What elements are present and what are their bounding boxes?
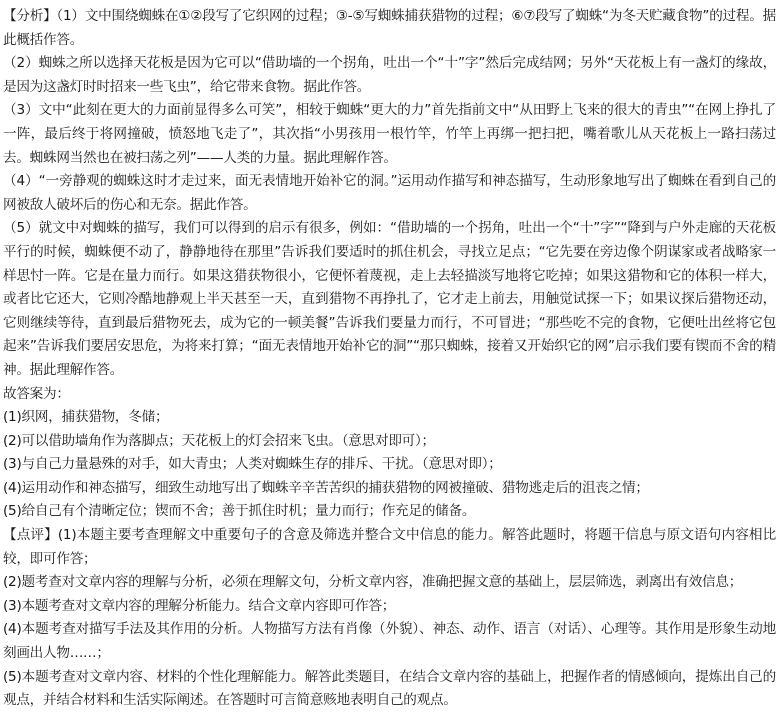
answer-4: (4)运用动作和神态描写，细致生动地写出了蜘蛛辛辛苦苦织的捕获猎物的网被撞破、猎物逃走后的沮丧之情； — [3, 479, 649, 496]
comments-section — [3, 524, 776, 713]
comment-3: (3)本题考查对文章内容的理解分析能力。结合文章内容即可作答； — [3, 597, 396, 614]
analysis-paragraph-4: （4）“一旁静观的蜘蛛这时才走过来，面无表情地开始补它的洞。”运用动作描写和神态描写，生动形象地写出了蜘蛛在看到自己的网被敌人破坏后的伤心和无奈。据此作答。 — [3, 173, 776, 213]
answer-3: (3)与自己力量悬殊的对手，如大青虫；人类对蜘蛛生存的排斥、干扰。（意思对即）； — [3, 456, 502, 473]
answers-header: 故答案为： — [3, 385, 70, 402]
answer-5: (5)给自己有个清晰定位；锲而不舍；善于抓住时机；量力而行；作充足的储备。 — [3, 503, 476, 520]
analysis-section — [3, 5, 776, 383]
analysis-paragraph-5: （5）就文中对蜘蛛的描写，我们可以得到的启示有很多，例如：“借助墙的一个拐角，吐出一个“十”字”“降到与户外走廊的天花板平行的时候，蜘蛛便不动了，静静地待在那里”告诉我们要适时的抓住机会，寻找立足点；“它先要在旁边像个阴谋家或者战略家一样思忖一阵。它是在量力而行。如果这猎获物很小，它便怀着蔑视，走上去轻描淡写地将它吃掉；如果这猎物和它的体积一样大，或者比它还大，它则冷酷地静观上半天甚至一天，直到猎物不再挣扎了，它才走上前去，用触觉试探一下；如果议探后猎物还动，它则继续等待，直到最后猎物死去，成为它的一顿美餐”告诉我们要量力而行，不可冒进；“那些吃不完的食物，它便吐出丝将它包起来”告诉我们要居安思危，为将来打算；“面无表情地开始补它的洞”“那只蜘蛛，接着又开始织它的网”启示我们要有锲而不舍的精神。据此理解作答。 — [3, 220, 776, 378]
answers-section — [3, 383, 776, 525]
analysis-paragraph-3: （3）文中“此刻在更大的力面前显得多么可笑”，相较于蜘蛛“更大的力”首先指前文中“从田野上飞来的很大的青虫”“在网上挣扎了一阵，最后终于将网撞破，愤怒地飞走了”，其次指“小男孩用一根竹竿，竹竿上再绑一把扫把，嘴着歌儿从天花板上一路扫荡过去。蜘蛛网当然也在被扫荡之列”——人类的力量。据此理解作答。 — [3, 102, 776, 166]
comment-1: 【点评】(1)本题主要考查理解文中重要句子的含意及筛选并整合文中信息的能力。解答此题时，将题干信息与原文语句内容相比较，即可作答； — [3, 527, 776, 567]
comment-2: (2)题考查对文章内容的理解与分析，必须在理解文句，分析文章内容，准确把握文意的基础上，层层筛选，剥离出有效信息； — [3, 574, 743, 591]
answer-2: (2)可以借助墙角作为落脚点；天花板上的灯会招来飞虫。（意思对即可）； — [3, 432, 435, 449]
analysis-paragraph-2: （2）蜘蛛之所以选择天花板是因为它可以“借助墙的一个拐角，吐出一个“十”字”然后完成结网；另外“天花板上有一盏灯的缘故，是因为这盏灯时时招来一些飞虫”，给它带来食物。据此作答。 — [3, 55, 776, 95]
answer-1: (1)织网，捕获猎物，冬储； — [3, 409, 169, 426]
comment-5: (5)本题考查对文章内容、材料的个性化理解能力。解答此类题目，在结合文章内容的基础上，把握作者的情感倾向，提炼出自己的观点，并结合材料和生活实际阐述。在答题时可言简意赅地表明自己的观点。 — [3, 668, 776, 709]
comment-4: (4)本题考查对描写手法及其作用的分析。人物描写方法有肖像（外貌）、神态、动作、语言（对话）、心理等。其作用是形象生动地刻画出人物……； — [3, 621, 776, 662]
analysis-paragraph-1: 【分析】（1）文中围绕蜘蛛在①②段写了它织网的过程；③-⑤写蜘蛛捕获猎物的过程；⑥⑦段写了蜘蛛“为冬天贮藏食物”的过程。据此概括作答。 — [3, 8, 776, 48]
